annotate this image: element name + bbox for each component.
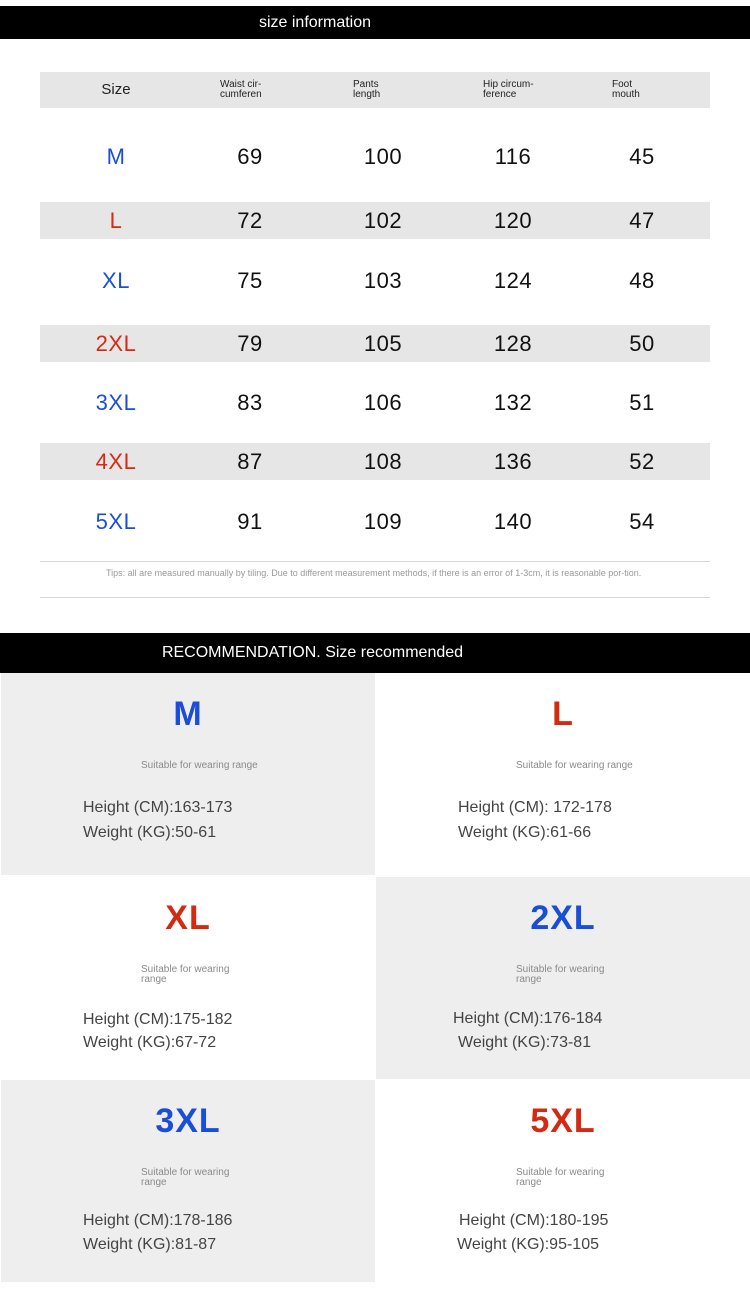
header-pants-length: Pants length <box>353 79 381 100</box>
header-hip: Hip circum- ference <box>483 79 534 100</box>
row-hip: 132 <box>493 390 533 415</box>
table-row <box>40 262 710 300</box>
measurement-tips: Tips: all are measured manually by tiling. Due to different measurement methods, if there is an error of 1-3cm, it is reasonable por-tion. <box>106 568 642 578</box>
card-suitable-range: Suitable for wearing range <box>516 1167 605 1188</box>
card-suitable-range: Suitable for wearing range <box>141 1167 230 1188</box>
card-size-label: 2XL <box>530 899 596 937</box>
header-waist: Waist cir- cumferen <box>220 79 262 100</box>
recommendation-card-5xl <box>376 1080 750 1282</box>
row-foot: 45 <box>629 144 655 169</box>
card-weight: Weight (KG):73-81 <box>458 1034 592 1051</box>
row-waist: 83 <box>237 390 263 415</box>
row-foot: 48 <box>629 268 655 293</box>
row-waist: 75 <box>237 268 263 293</box>
row-pants: 103 <box>363 268 403 293</box>
recommendation-card-3xl <box>1 1080 375 1282</box>
recommendation-banner <box>0 633 750 673</box>
card-weight: Weight (KG):81-87 <box>83 1236 217 1253</box>
card-height: Height (CM):175-182 <box>83 1011 233 1028</box>
row-pants: 109 <box>363 509 403 534</box>
table-row <box>40 138 710 176</box>
card-suitable-range: Suitable for wearing range <box>141 964 230 985</box>
row-pants: 105 <box>363 330 403 356</box>
row-waist: 91 <box>237 509 263 534</box>
table-row <box>40 325 710 362</box>
card-weight: Weight (KG):61-66 <box>458 824 592 841</box>
row-hip: 120 <box>493 207 533 233</box>
card-weight: Weight (KG):67-72 <box>83 1034 217 1051</box>
header-foot-mouth: Foot mouth <box>612 79 640 100</box>
row-size: M <box>106 144 126 169</box>
row-hip: 128 <box>493 330 533 356</box>
card-size-label: XL <box>165 899 211 937</box>
table-divider <box>40 561 710 562</box>
card-height: Height (CM):178-186 <box>83 1212 233 1229</box>
row-foot: 51 <box>629 390 655 415</box>
row-pants: 100 <box>363 144 403 169</box>
card-suitable-range: Suitable for wearing range <box>516 760 633 771</box>
row-pants: 106 <box>363 390 403 415</box>
row-foot: 50 <box>629 330 655 356</box>
card-weight: Weight (KG):95-105 <box>457 1236 599 1253</box>
size-information-banner <box>0 6 750 39</box>
row-hip: 140 <box>493 509 533 534</box>
card-suitable-range: Suitable for wearing range <box>141 760 258 771</box>
table-row <box>40 443 710 480</box>
row-waist: 79 <box>237 330 263 356</box>
row-hip: 116 <box>494 144 532 169</box>
row-size: 4XL <box>95 448 137 474</box>
header-size: Size <box>101 81 131 98</box>
row-pants: 108 <box>363 448 403 474</box>
card-height: Height (CM): 172-178 <box>458 799 612 816</box>
recommendation-card-xl <box>1 877 375 1079</box>
table-row <box>40 384 710 422</box>
table-row <box>40 202 710 239</box>
row-waist: 87 <box>237 448 263 474</box>
row-waist: 72 <box>237 207 263 233</box>
row-foot: 52 <box>629 448 655 474</box>
recommendation-card-m <box>1 673 375 875</box>
row-size: 3XL <box>95 390 137 415</box>
card-height: Height (CM):163-173 <box>83 799 233 816</box>
card-weight: Weight (KG):50-61 <box>83 824 217 841</box>
row-foot: 54 <box>629 509 655 534</box>
recommendation-card-2xl <box>376 877 750 1079</box>
card-size-label: M <box>173 695 203 733</box>
recommendation-card-l <box>376 673 750 875</box>
row-hip: 124 <box>493 268 533 293</box>
row-pants: 102 <box>363 207 403 233</box>
table-row <box>40 503 710 541</box>
row-size: 2XL <box>95 330 137 356</box>
card-suitable-range: Suitable for wearing range <box>516 964 605 985</box>
row-foot: 47 <box>629 207 655 233</box>
table-header-row <box>40 72 710 108</box>
row-waist: 69 <box>237 144 263 169</box>
row-size: XL <box>102 268 130 293</box>
table-divider <box>40 597 710 598</box>
row-size: 5XL <box>95 509 137 534</box>
size-information-title: size information <box>258 13 372 31</box>
row-hip: 136 <box>493 448 533 474</box>
recommendation-title: RECOMMENDATION. Size recommended <box>161 644 464 661</box>
card-height: Height (CM):176-184 <box>453 1010 603 1027</box>
card-height: Height (CM):180-195 <box>459 1212 609 1229</box>
card-size-label: 5XL <box>530 1102 596 1140</box>
card-size-label: 3XL <box>155 1102 221 1140</box>
card-size-label: L <box>552 695 574 733</box>
row-size: L <box>109 207 123 233</box>
